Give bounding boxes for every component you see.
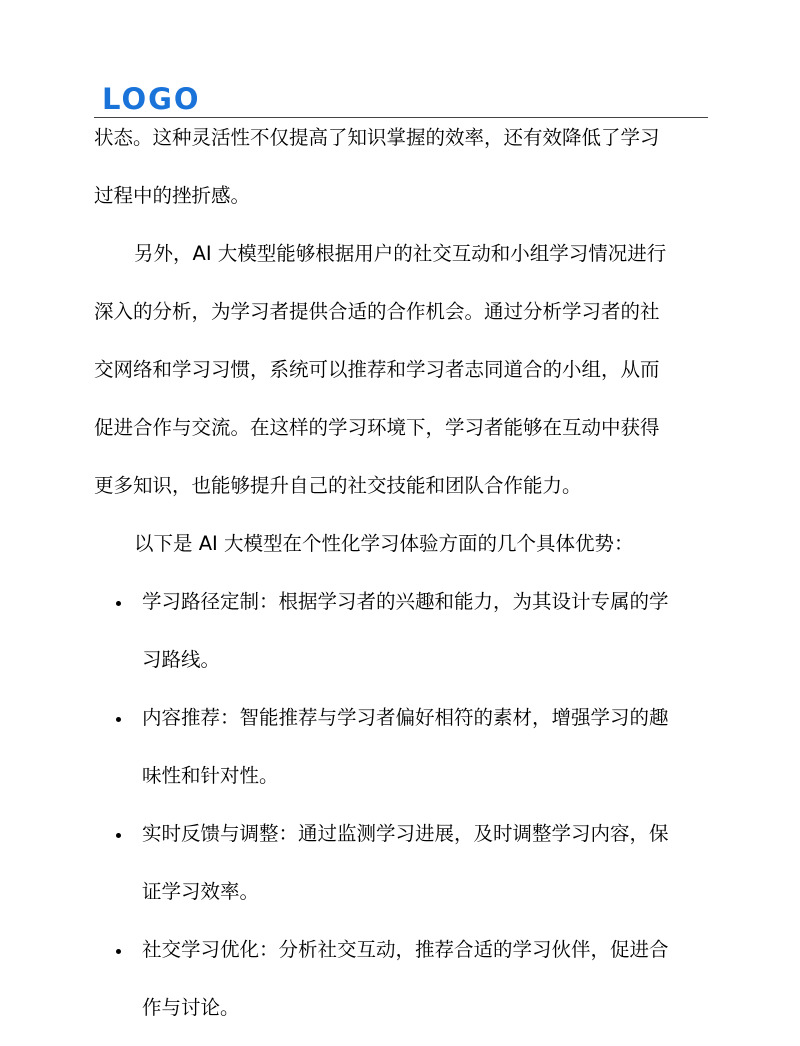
logo: LOGO xyxy=(102,82,201,116)
list-item xyxy=(94,698,708,796)
text-line: 学习路径定制：根据学习者的兴趣和能力，为其设计专属的学 xyxy=(142,590,669,613)
text-line: 交网络和学习习惯，系统可以推荐和学习者志同道合的小组，从而 xyxy=(94,358,660,381)
text-line: 实时反馈与调整：通过监测学习进展，及时调整学习内容，保 xyxy=(142,822,669,845)
bullet-icon xyxy=(116,949,121,954)
text-line: 味性和针对性。 xyxy=(142,764,279,787)
text-line: 另外，AI 大模型能够根据用户的社交互动和小组学习情况进行 xyxy=(134,242,667,265)
bullet-icon xyxy=(116,833,121,838)
text-line: 状态。这种灵活性不仅提高了知识掌握的效率，还有效降低了学习 xyxy=(94,126,660,149)
paragraph-continuation xyxy=(94,118,708,216)
document-body xyxy=(94,118,708,1046)
text-line: 内容推荐：智能推荐与学习者偏好相符的素材，增强学习的趣 xyxy=(142,706,669,729)
list-item xyxy=(94,582,708,680)
page-header xyxy=(94,82,708,118)
text-line: 证学习效率。 xyxy=(142,880,260,903)
text-line: 促进合作与交流。在这样的学习环境下，学习者能够在互动中获得 xyxy=(94,416,660,439)
text-line: 习路线。 xyxy=(142,648,221,671)
list-item xyxy=(94,930,708,1028)
text-line: 社交学习优化：分析社交互动，推荐合适的学习伙伴，促进合 xyxy=(142,938,669,961)
text-line: 作与讨论。 xyxy=(142,996,240,1019)
text-line: 更多知识，也能够提升自己的社交技能和团队合作能力。 xyxy=(94,474,582,497)
bullet-icon xyxy=(116,717,121,722)
paragraph-social-learning xyxy=(94,234,708,506)
list-item xyxy=(94,814,708,912)
advantages-list xyxy=(94,582,708,1028)
paragraph-intro-list xyxy=(94,524,708,564)
text-line: 以下是 AI 大模型在个性化学习体验方面的几个具体优势： xyxy=(134,532,634,555)
bullet-icon xyxy=(116,601,121,606)
text-line: 过程中的挫折感。 xyxy=(94,184,251,207)
text-line: 深入的分析，为学习者提供合适的合作机会。通过分析学习者的社 xyxy=(94,300,660,323)
